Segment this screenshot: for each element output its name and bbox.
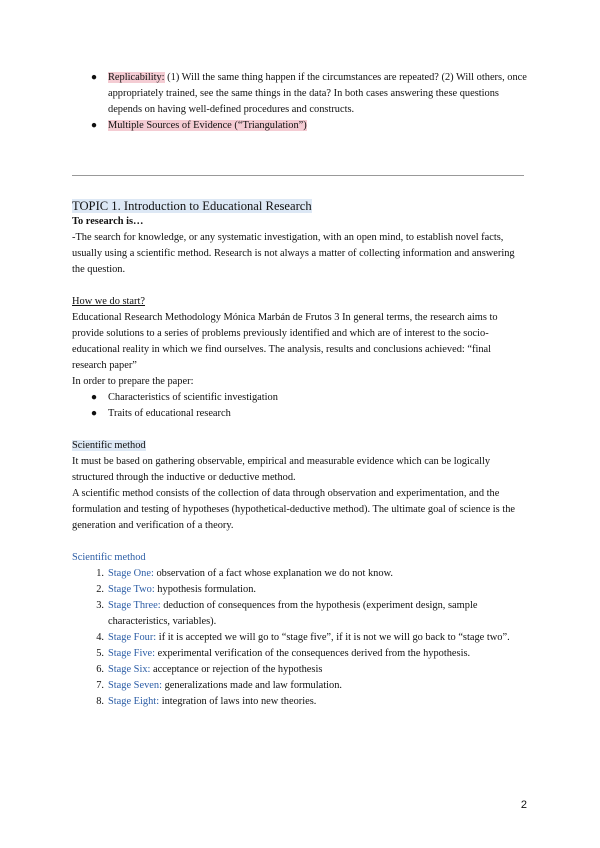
stage-label: Stage Three:: [108, 600, 161, 611]
stage-item: [72, 630, 528, 646]
stage-text: integration of laws into new theories.: [159, 696, 317, 707]
stage-item: [72, 678, 528, 694]
main-content: [72, 214, 528, 710]
bullet-dot: ●: [90, 408, 98, 419]
topic-title: [72, 197, 312, 215]
stage-text: generalizations made and law formulation.: [161, 680, 343, 691]
sci-heading-1: Scientific method: [72, 440, 146, 451]
stage-item: [72, 646, 528, 662]
stage-item: [72, 582, 528, 598]
stage-label: Stage Five:: [108, 648, 156, 659]
horizontal-divider: [72, 175, 524, 176]
stage-number: 7.: [96, 680, 104, 691]
stage-text: deduction of consequences from the hypothesis (experiment design, sample characteristics, variables).: [108, 600, 478, 627]
stage-label: Stage Four:: [108, 632, 157, 643]
stage-label: Stage Seven:: [108, 680, 162, 691]
prepare-bullet-text: Characteristics of scientific investigation: [108, 392, 278, 403]
stage-text: acceptance or rejection of the hypothesis: [150, 664, 323, 675]
sci-text-1: It must be based on gathering observable, empirical and measurable evidence which can be logically structured through the inductive or deductive method.: [72, 456, 491, 483]
prepare-text: In order to prepare the paper:: [72, 376, 194, 387]
topic-title-text: TOPIC 1. Introduction to Educational Research: [72, 199, 312, 213]
stage-number: 8.: [96, 696, 104, 707]
prepare-bullet: [72, 406, 528, 422]
multiple-sources-label: Multiple Sources of Evidence (“Triangulation”): [108, 120, 307, 131]
start-heading: How we do start?: [72, 296, 146, 307]
stage-text: observation of a fact whose explanation we do not know.: [153, 568, 394, 579]
stage-number: 5.: [96, 648, 104, 659]
stage-label: Stage One:: [108, 568, 154, 579]
stage-label: Stage Six:: [108, 664, 151, 675]
page-number: 2: [520, 799, 527, 811]
stage-label: Stage Two:: [108, 584, 155, 595]
stage-item: [72, 598, 528, 630]
bullet-dot: ●: [90, 392, 98, 403]
stage-text: if it is accepted we will go to “stage five”, if it is not we will go back to “stage two”.: [156, 632, 510, 643]
start-text: Educational Research Methodology Mónica Marbán de Frutos 3 In general terms, the research aims to provide solutions to a series of problems previously identified and which are of interest to the socio-educational reality in which we find ourselves. The analysis, results and conclusions achieved: “final research paper”: [72, 312, 498, 371]
stage-number: 6.: [96, 664, 104, 675]
stage-number: 2.: [96, 584, 104, 595]
stage-number: 4.: [96, 632, 104, 643]
bullet-dot: ●: [90, 120, 98, 131]
research-text: -The search for knowledge, or any systematic investigation, with an open mind, to establish novel facts, usually using a scientific method. Research is not always a matter of collecting information and answering the question.: [72, 232, 515, 275]
prepare-bullet-list: [72, 390, 528, 422]
stage-item: [72, 566, 528, 582]
replicability-label: Replicability:: [108, 72, 165, 83]
bullet-dot: ●: [90, 72, 98, 83]
stages-list: [72, 566, 528, 710]
replicability-text: (1) Will the same thing happen if the circumstances are repeated? (2) Will others, once appropriately trained, see the same things in the data? In both cases answering these questions depends on having well-defined procedures and constructs.: [108, 72, 527, 115]
stage-item: [72, 694, 528, 710]
prepare-bullet-text: Traits of educational research: [108, 408, 231, 419]
stage-label: Stage Eight:: [108, 696, 160, 707]
stage-number: 3.: [96, 600, 104, 611]
research-heading: To research is…: [72, 216, 144, 227]
stage-text: hypothesis formulation.: [154, 584, 257, 595]
stage-item: [72, 662, 528, 678]
sci-text-2: A scientific method consists of the collection of data through observation and experimentation, and the formulation and testing of hypotheses (hypothetical-deductive method). The ultimate goal of science is the generation and verification of a theory.: [72, 488, 516, 531]
sci-heading-2: Scientific method: [72, 552, 146, 563]
stage-number: 1.: [96, 568, 104, 579]
prepare-bullet: [72, 390, 528, 406]
top-bullet-list: [72, 70, 528, 134]
bullet-multiple-sources: [72, 118, 528, 134]
bullet-replicability: [72, 70, 528, 118]
stage-text: experimental verification of the consequences derived from the hypothesis.: [155, 648, 471, 659]
